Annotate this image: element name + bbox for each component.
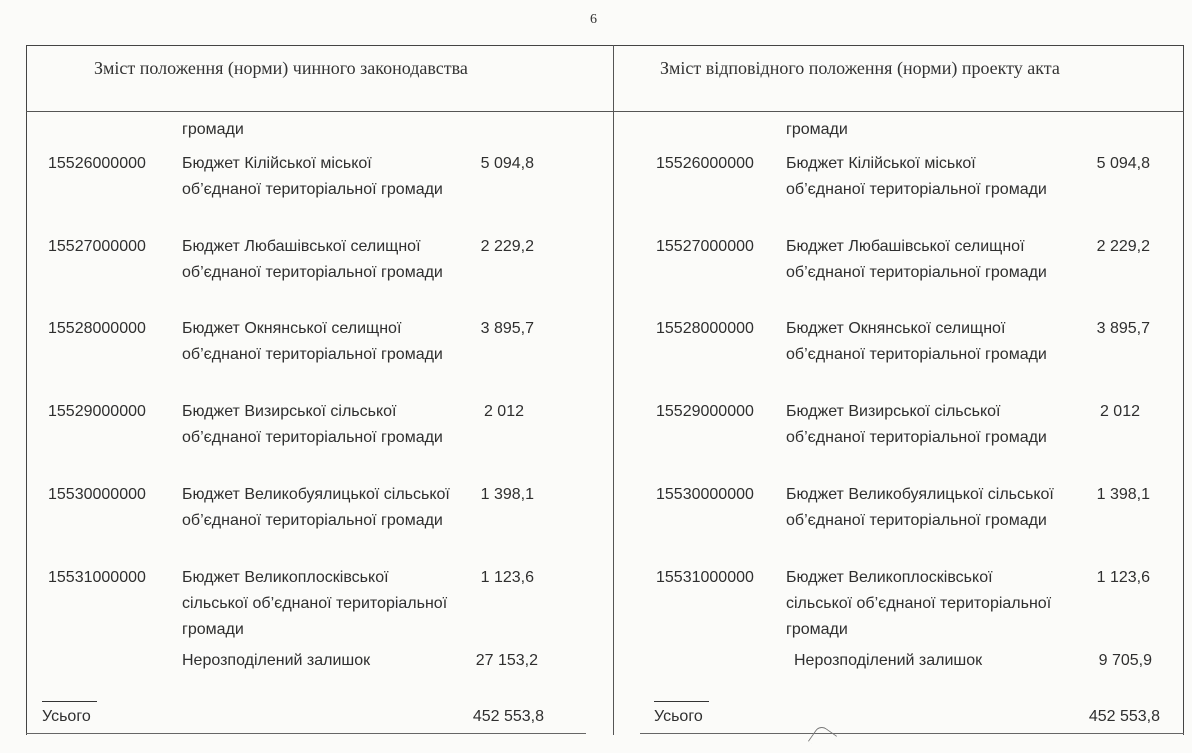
right-row-1-amount: 5 094,8 bbox=[1096, 155, 1150, 172]
left-row-4-code: 15529000000 bbox=[48, 403, 146, 420]
right-row-1-name: Бюджет Кілійської міської об’єднаної територіальної громади bbox=[786, 155, 1047, 198]
right-row-5-name: Бюджет Великобуялицької сільської об’єднаної територіальної громади bbox=[786, 486, 1054, 529]
left-unallocated-amount: 27 153,2 bbox=[475, 652, 538, 669]
right-unallocated-amount: 9 705,9 bbox=[1098, 652, 1152, 669]
left-carryover-text: громади bbox=[182, 121, 244, 138]
left-row-1-code: 15526000000 bbox=[48, 155, 146, 172]
right-total-amount: 452 553,8 bbox=[1088, 708, 1160, 725]
left-row-6-name: Бюджет Великоплосківської сільської об’єднаної територіальної громади bbox=[182, 569, 448, 638]
right-unallocated-label: Нерозподілений залишок bbox=[794, 652, 983, 669]
left-row-6-amount: 1 123,6 bbox=[480, 569, 534, 586]
left-row-3-name: Бюджет Окнянської селищної об’єднаної територіальної громади bbox=[182, 320, 443, 363]
left-bottom-line bbox=[26, 733, 586, 734]
right-row-2-code: 15527000000 bbox=[656, 238, 754, 255]
header-divider bbox=[26, 111, 1184, 112]
right-row-4-name: Бюджет Визирської сільської об’єднаної територіальної громади bbox=[786, 403, 1047, 446]
right-row-4-code: 15529000000 bbox=[656, 403, 754, 420]
table-frame-right bbox=[1183, 45, 1184, 735]
left-row-3-amount: 3 895,7 bbox=[480, 320, 534, 337]
right-row-3-code: 15528000000 bbox=[656, 320, 754, 337]
table-column-divider bbox=[613, 45, 614, 735]
left-row-1-amount: 5 094,8 bbox=[480, 155, 534, 172]
table-frame-left bbox=[26, 45, 27, 735]
left-total-rule bbox=[42, 701, 97, 702]
right-row-4-amount: 2 012 bbox=[1099, 403, 1140, 420]
left-total-label: Усього bbox=[42, 708, 91, 725]
right-row-6-code: 15531000000 bbox=[656, 569, 754, 586]
left-row-5-name: Бюджет Великобуялицької сільської об’єднаної територіальної громади bbox=[182, 486, 450, 529]
right-row-6-amount: 1 123,6 bbox=[1096, 569, 1150, 586]
left-row-5-code: 15530000000 bbox=[48, 486, 146, 503]
right-row-2-name: Бюджет Любашівської селищної об’єднаної територіальної громади bbox=[786, 238, 1047, 281]
left-row-5-amount: 1 398,1 bbox=[480, 486, 534, 503]
left-row-3-code: 15528000000 bbox=[48, 320, 146, 337]
left-row-1-name: Бюджет Кілійської міської об’єднаної територіальної громади bbox=[182, 155, 443, 198]
right-row-1-code: 15526000000 bbox=[656, 155, 754, 172]
right-row-5-amount: 1 398,1 bbox=[1096, 486, 1150, 503]
right-total-label: Усього bbox=[654, 708, 703, 725]
right-carryover-text: громади bbox=[786, 121, 848, 138]
handwritten-mark bbox=[808, 724, 837, 753]
left-row-6-code: 15531000000 bbox=[48, 569, 146, 586]
left-total-amount: 452 553,8 bbox=[472, 708, 544, 725]
left-row-2-name: Бюджет Любашівської селищної об’єднаної територіальної громади bbox=[182, 238, 443, 281]
header-draft-act: Зміст відповідного положення (норми) проекту акта bbox=[660, 58, 1060, 78]
left-row-4-name: Бюджет Визирської сільської об’єднаної територіальної громади bbox=[182, 403, 443, 446]
right-row-3-name: Бюджет Окнянської селищної об’єднаної територіальної громади bbox=[786, 320, 1047, 363]
left-row-4-amount: 2 012 bbox=[483, 403, 524, 420]
right-row-6-name: Бюджет Великоплосківської сільської об’єднаної територіальної громади bbox=[786, 569, 1052, 638]
header-current-law: Зміст положення (норми) чинного законодавства bbox=[94, 58, 468, 78]
right-bottom-line bbox=[640, 733, 1184, 734]
table-frame-top bbox=[26, 45, 1184, 46]
right-row-5-code: 15530000000 bbox=[656, 486, 754, 503]
left-row-2-amount: 2 229,2 bbox=[480, 238, 534, 255]
left-unallocated-label: Нерозподілений залишок bbox=[182, 652, 371, 669]
right-row-3-amount: 3 895,7 bbox=[1096, 320, 1150, 337]
page-number: 6 bbox=[590, 12, 597, 27]
right-total-rule bbox=[654, 701, 709, 702]
left-row-2-code: 15527000000 bbox=[48, 238, 146, 255]
right-row-2-amount: 2 229,2 bbox=[1096, 238, 1150, 255]
